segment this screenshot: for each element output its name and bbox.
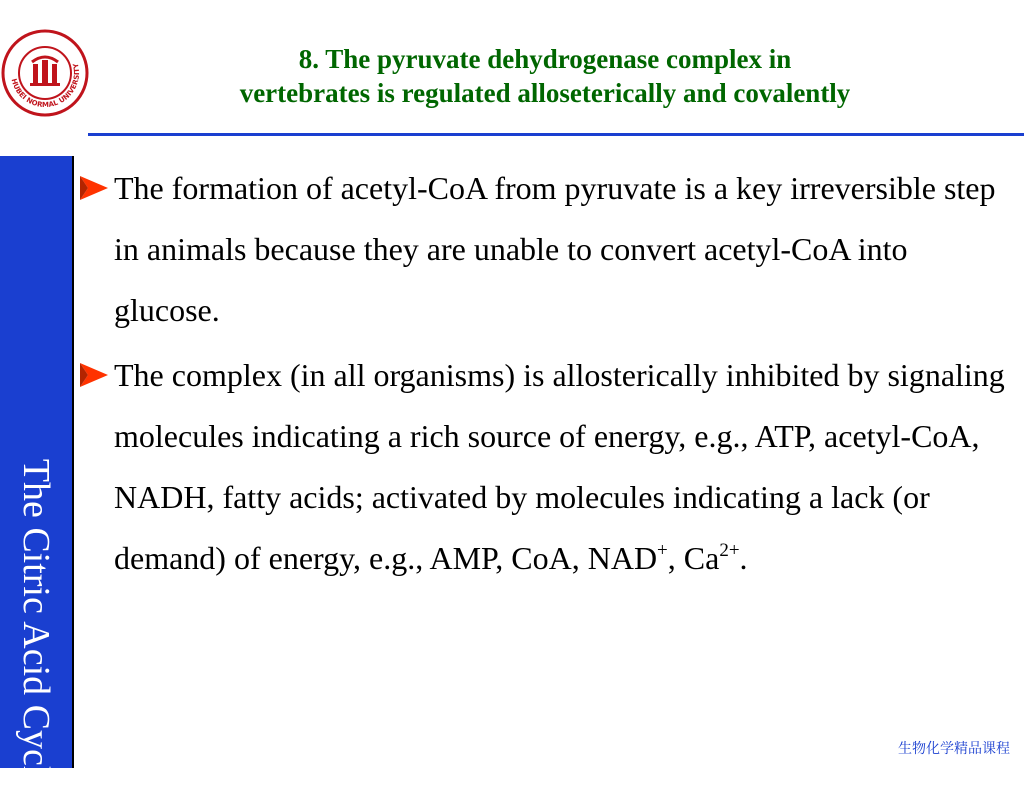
title-divider [88, 133, 1024, 136]
slide-title-line-2: vertebrates is regulated alloseterically and covalently [239, 78, 851, 108]
bullet-2-text-end: . [739, 540, 748, 576]
ca-charge-superscript: 2+ [719, 540, 740, 561]
bullet-item-1 [78, 158, 1018, 341]
slide-content [78, 158, 1018, 589]
logo-emblem-icon [0, 28, 90, 118]
university-logo [0, 28, 90, 118]
slide-title [100, 42, 990, 110]
slide-title-line-1: 8. The pyruvate dehydrogenase complex in [298, 44, 792, 74]
bullet-item-2 [78, 345, 1018, 589]
bullet-1-text: The formation of acetyl-CoA from pyruvate is a key irreversible step in animals because they are unable to convert acetyl-CoA into glucose. [114, 170, 996, 328]
arrow-bullet-icon [78, 361, 110, 389]
bullet-2-text: The complex (in all organisms) is allosterically inhibited by signaling molecules indicating a rich source of energy, e.g., ATP, acetyl-CoA, NADH, fatty acids; activated by molecules indicating a lack (or demand) of energy, e.g., AMP, CoA, NAD [114, 357, 1005, 576]
nad-charge-superscript: + [657, 540, 668, 561]
arrow-bullet-icon [78, 174, 110, 202]
sidebar-band [0, 156, 74, 793]
bullet-2-text-mid: , Ca [667, 540, 720, 576]
logo-ring-text: HUBEI NORMAL UNIVERSITY [9, 62, 82, 110]
course-footer: 生物化学精品课程 [898, 741, 1010, 757]
sidebar-label: The Citric Acid Cycle [15, 458, 57, 793]
